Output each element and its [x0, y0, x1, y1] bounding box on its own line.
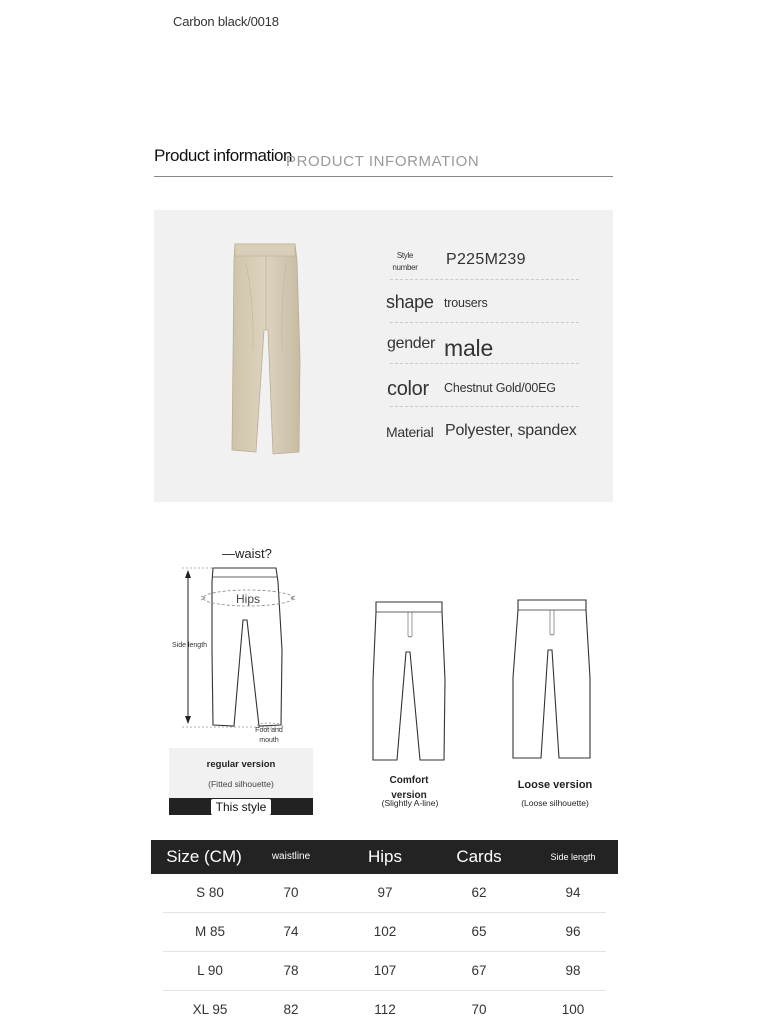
hips-label: Hips: [236, 592, 261, 606]
color-option-label: Carbon black/0018: [173, 14, 279, 29]
table-cell: XL 95: [192, 1002, 228, 1017]
loose-fit-desc: (Loose silhouette): [521, 798, 589, 808]
size-table-header: [151, 840, 618, 874]
shape-value: trousers: [444, 296, 488, 310]
table-cell: 74: [283, 924, 299, 939]
product-info-panel: [154, 210, 613, 502]
loose-fit-image: [510, 598, 594, 762]
table-cell: 100: [561, 1002, 585, 1017]
spec-divider: [390, 363, 579, 364]
shape-label: shape: [386, 292, 434, 312]
product-image: [226, 240, 306, 458]
material-label: Material: [386, 424, 434, 440]
gender-label: gender: [387, 335, 436, 352]
spec-divider: [390, 279, 579, 280]
table-cell: 70: [471, 1002, 487, 1017]
comfort-fit-name: Comfort version: [389, 775, 429, 801]
style-number-label: Style number: [392, 251, 418, 272]
table-cell: 107: [373, 963, 397, 978]
size-header: Size (CM): [166, 847, 242, 866]
color-value: Chestnut Gold/00EG: [444, 381, 556, 395]
table-row: [163, 952, 606, 991]
waistline-header: waistline: [271, 851, 311, 862]
section-divider: [154, 176, 613, 177]
table-cell: 96: [565, 924, 581, 939]
regular-fit-desc: (Fitted silhouette): [208, 779, 274, 789]
color-label: color: [387, 378, 429, 400]
waist-label: —waist?: [222, 546, 272, 561]
table-row: [163, 991, 606, 1029]
material-value: Polyester, spandex: [445, 422, 577, 439]
table-row: [163, 913, 606, 952]
spec-divider: [390, 406, 579, 407]
section-title: Product information: [154, 146, 292, 165]
table-cell: 70: [283, 885, 299, 900]
table-row: [163, 874, 606, 913]
side-length-header: Side length: [550, 852, 596, 862]
hips-header: Hips: [367, 847, 402, 866]
cards-header: Cards: [456, 847, 502, 866]
table-cell: 82: [283, 1002, 299, 1017]
style-number-value: P225M239: [446, 251, 526, 268]
side-length-label: Side length: [172, 642, 208, 649]
section-subtitle: PRODUCT INFORMATION: [286, 153, 480, 170]
table-cell: 65: [471, 924, 487, 939]
table-cell: 112: [374, 1002, 396, 1017]
table-cell: 97: [377, 885, 393, 900]
measurement-diagram: [168, 560, 318, 740]
table-cell: L 90: [197, 963, 223, 978]
table-cell: 98: [565, 963, 581, 978]
gender-value: male: [444, 335, 494, 361]
foot-mouth-label: Foot and mouth: [255, 727, 283, 744]
table-cell: 102: [373, 924, 397, 939]
table-cell: 62: [471, 885, 487, 900]
table-cell: 67: [471, 963, 487, 978]
spec-divider: [390, 322, 579, 323]
table-cell: 78: [283, 963, 299, 978]
regular-fit-name: regular version: [206, 759, 276, 770]
comfort-fit-image: [370, 600, 448, 764]
table-cell: S 80: [196, 885, 224, 900]
loose-fit-name: Loose version: [517, 779, 593, 791]
table-cell: 94: [565, 885, 581, 900]
table-cell: M 85: [194, 924, 225, 939]
this-style-label: This style: [215, 800, 267, 814]
comfort-fit-desc: (Slightly A-line): [381, 798, 439, 808]
